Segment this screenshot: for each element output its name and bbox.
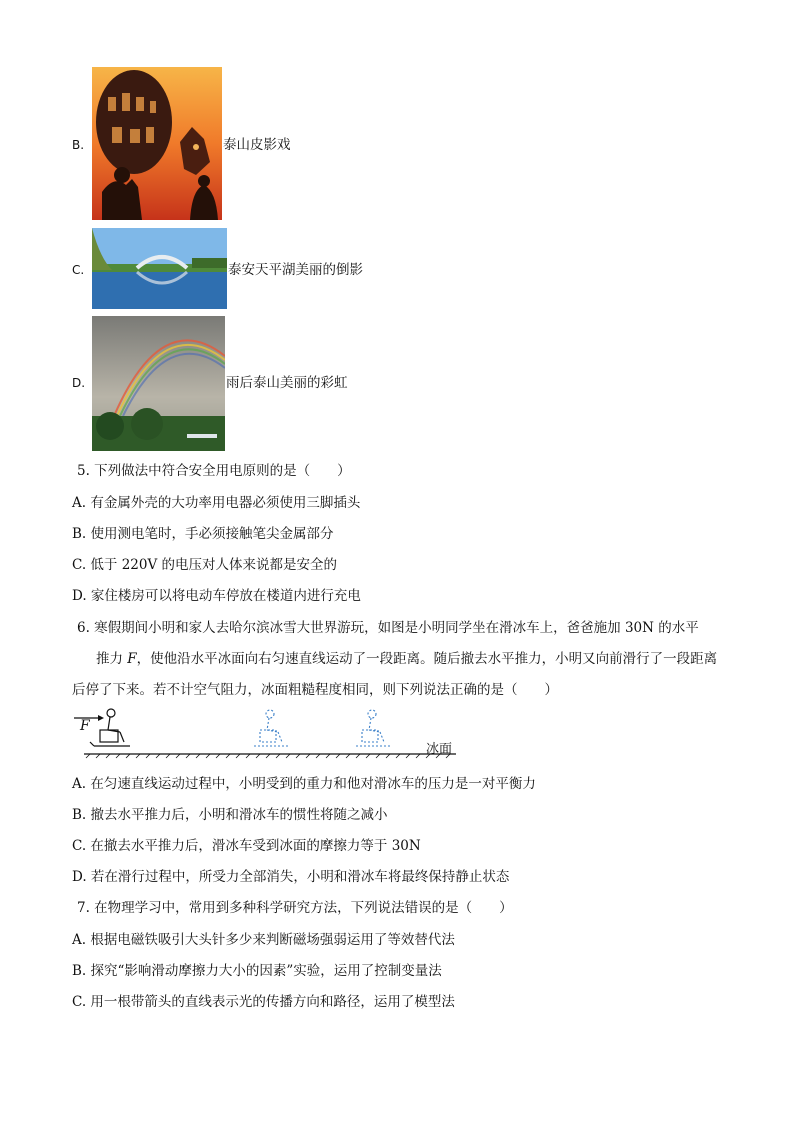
q7-option-a: A. 根据电磁铁吸引大头针多少来判断磁场强弱运用了等效替代法 <box>72 932 455 948</box>
q6-option-d: D. 若在滑行过程中，所受力全部消失，小明和滑冰车将最终保持静止状态 <box>72 869 510 885</box>
q5-option-d: D. 家住楼房可以将电动车停放在楼道内进行充电 <box>72 588 361 604</box>
q7-option-c: C. 用一根带箭头的直线表示光的传播方向和路径，运用了模型法 <box>72 994 455 1010</box>
rainbow-photo <box>92 316 225 451</box>
sled-dashed-2 <box>356 710 390 746</box>
q5-option-b: B. 使用测电笔时，手必须接触笔尖金属部分 <box>72 526 334 542</box>
option-c-letter: C. <box>72 263 85 277</box>
q5-option-c: C. 低于 220V 的电压对人体来说都是安全的 <box>72 557 338 573</box>
option-d-letter: D. <box>72 376 86 390</box>
q6-stem-line-1: 6. 寒假期间小明和家人去哈尔滨冰雪大世界游玩，如图是小明同学坐在滑冰车上，爸爸施加 30N 的水平 <box>77 620 699 636</box>
force-label: F <box>80 718 90 734</box>
sled-solid <box>90 709 130 746</box>
shadow-puppet-photo <box>92 67 222 220</box>
q6-stem-line-3: 后停了下来。若不计空气阻力，冰面粗糙程度相同，则下列说法正确的是（ ） <box>72 682 558 698</box>
option-c-caption: 泰安天平湖美丽的倒影 <box>228 262 363 278</box>
ice-surface-label: 冰面 <box>426 742 453 757</box>
q7-option-b: B. 探究“影响滑动摩擦力大小的因素”实验，运用了控制变量法 <box>72 963 442 979</box>
q6-option-c: C. 在撤去水平推力后，滑冰车受到冰面的摩擦力等于 30N <box>72 838 421 854</box>
sled-dashed-1 <box>254 710 288 746</box>
q6-stem-line-2: 推力 F，使他沿水平冰面向右匀速直线运动了一段距离。随后撤去水平推力，小明又向前滑行了一段距离 <box>96 651 718 667</box>
q7-stem: 7. 在物理学习中，常用到多种科学研究方法，下列说法错误的是（ ） <box>77 900 513 916</box>
option-b-letter: B. <box>72 138 85 152</box>
force-arrowhead <box>98 715 104 721</box>
option-b-caption: 泰山皮影戏 <box>223 137 291 153</box>
q5-stem: 5. 下列做法中符合安全用电原则的是（ ） <box>77 463 351 479</box>
lake-reflection-photo <box>92 228 227 309</box>
q5-option-a: A. 有金属外壳的大功率用电器必须使用三脚插头 <box>72 495 361 511</box>
option-d-caption: 雨后泰山美丽的彩虹 <box>226 375 348 391</box>
q6-option-b: B. 撤去水平推力后，小明和滑冰车的惯性将随之减小 <box>72 807 388 823</box>
q6-option-a: A. 在匀速直线运动过程中，小明受到的重力和他对滑冰车的压力是一对平衡力 <box>72 776 536 792</box>
sled-diagram <box>70 706 470 766</box>
